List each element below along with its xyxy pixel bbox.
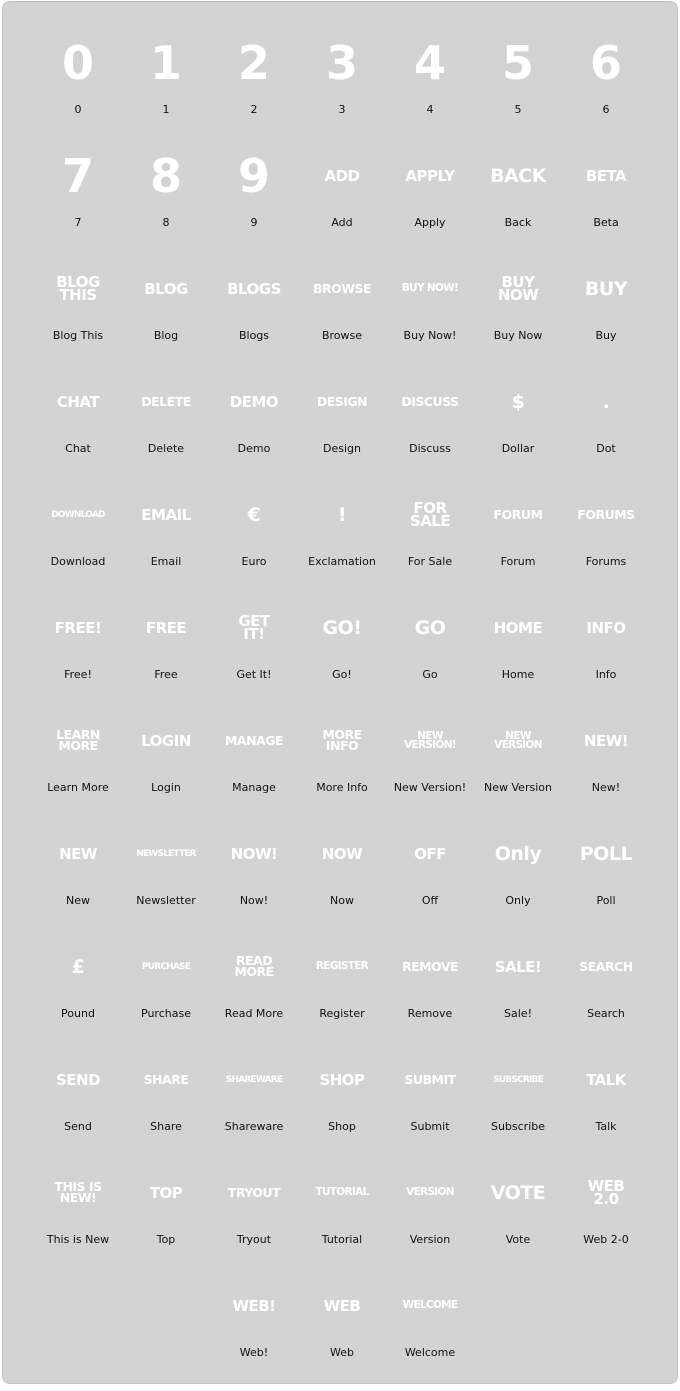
icon-item-shop[interactable]: [298, 1052, 386, 1165]
send-icon: SEND: [55, 1070, 101, 1089]
4-icon: 4: [413, 36, 446, 90]
icon-item-info[interactable]: [562, 600, 650, 713]
icon-caption: Get It!: [236, 668, 272, 681]
icon-item-remove[interactable]: [386, 939, 474, 1052]
9-icon: 9: [237, 149, 270, 203]
icon-item-only[interactable]: [474, 826, 562, 939]
talk-icon: TALK: [586, 1070, 626, 1089]
icon-caption: Buy Now: [493, 329, 543, 342]
icon-item-pound[interactable]: [34, 939, 122, 1052]
icon-item-0[interactable]: [34, 35, 122, 148]
poll-icon: POLL: [579, 842, 633, 865]
register-icon: REGISTER: [315, 960, 369, 973]
icon-item-more-info[interactable]: [298, 713, 386, 826]
icon-item-read-more[interactable]: [210, 939, 298, 1052]
icon-caption: Subscribe: [490, 1120, 546, 1133]
icon-item-exclamation[interactable]: [298, 487, 386, 600]
icon-item-welcome[interactable]: [386, 1278, 474, 1391]
free-icon: FREE: [145, 618, 187, 637]
go-icon: GO!: [322, 616, 362, 639]
icon-item-buy[interactable]: [562, 261, 650, 374]
buy-now-icon: BUY NOW: [497, 273, 539, 304]
vote-icon: VOTE: [490, 1181, 546, 1204]
icon-caption: Vote: [505, 1233, 531, 1246]
exclamation-icon: !: [337, 503, 347, 526]
icon-item-1[interactable]: [122, 35, 210, 148]
icon-caption: Sale!: [504, 1007, 532, 1020]
browse-icon: BROWSE: [312, 281, 372, 297]
icon-item-6[interactable]: [562, 35, 650, 148]
icon-item-new[interactable]: [34, 826, 122, 939]
icon-caption: Info: [595, 668, 617, 681]
icon-item-email[interactable]: [122, 487, 210, 600]
icon-caption: New Version: [484, 781, 552, 794]
subscribe-icon: SUBSCRIBE: [493, 1074, 543, 1085]
icon-item-new[interactable]: [562, 713, 650, 826]
tutorial-icon: TUTORIAL: [315, 1186, 369, 1199]
icon-caption: Remove: [407, 1007, 453, 1020]
icon-item-blog[interactable]: [122, 261, 210, 374]
icon-item-euro[interactable]: [210, 487, 298, 600]
icon-caption: New!: [591, 781, 621, 794]
icon-caption: Blog This: [52, 329, 104, 342]
chat-icon: CHAT: [56, 392, 100, 411]
icon-item-web[interactable]: [210, 1278, 298, 1391]
icon-caption: Free!: [64, 668, 92, 681]
new-version-icon: NEW VERSION!: [404, 730, 456, 751]
icon-item-new-version[interactable]: [386, 713, 474, 826]
icon-caption: 3: [338, 103, 346, 116]
icon-caption: Learn More: [47, 781, 109, 794]
icon-item-manage[interactable]: [210, 713, 298, 826]
manage-icon: MANAGE: [224, 733, 284, 749]
icon-item-web[interactable]: [298, 1278, 386, 1391]
icon-gallery-panel: [2, 1, 678, 1384]
icon-item-download[interactable]: [34, 487, 122, 600]
forums-icon: FORUMS: [577, 507, 635, 523]
home-icon: HOME: [493, 618, 543, 637]
icon-caption: Blogs: [238, 329, 270, 342]
icon-caption: Welcome: [404, 1346, 456, 1359]
icon-caption: For Sale: [407, 555, 453, 568]
download-icon: DOWNLOAD: [51, 509, 105, 520]
blog-icon: BLOG: [144, 279, 188, 298]
icon-caption: Add: [331, 216, 353, 229]
icon-item-design[interactable]: [298, 374, 386, 487]
icon-item-now[interactable]: [210, 826, 298, 939]
icon-caption: Submit: [410, 1120, 450, 1133]
icon-caption: 6: [602, 103, 610, 116]
only-icon: Only: [494, 842, 542, 865]
icon-item-apply[interactable]: [386, 148, 474, 261]
icon-caption: 9: [250, 216, 258, 229]
icon-item-top[interactable]: [122, 1165, 210, 1278]
icon-caption: Dollar: [501, 442, 535, 455]
empty-cell: [34, 1278, 122, 1391]
read-more-icon: READ MORE: [234, 953, 274, 979]
icon-item-talk[interactable]: [562, 1052, 650, 1165]
icon-caption: 5: [514, 103, 522, 116]
icon-caption: Delete: [147, 442, 185, 455]
icon-caption: Web: [330, 1346, 354, 1359]
icon-caption: Poll: [596, 894, 616, 907]
icon-item-get-it[interactable]: [210, 600, 298, 713]
icon-caption: 2: [250, 103, 258, 116]
icon-caption: Apply: [414, 216, 446, 229]
icon-caption: Discuss: [409, 442, 451, 455]
icon-item-go[interactable]: [386, 600, 474, 713]
icon-caption: More Info: [316, 781, 368, 794]
info-icon: INFO: [586, 618, 626, 637]
blog-this-icon: BLOG THIS: [56, 273, 100, 304]
icon-caption: Manage: [232, 781, 276, 794]
icon-caption: Design: [323, 442, 361, 455]
icon-caption: Version: [409, 1233, 451, 1246]
icon-caption: Newsletter: [136, 894, 196, 907]
icon-item-purchase[interactable]: [122, 939, 210, 1052]
icon-item-delete[interactable]: [122, 374, 210, 487]
dot-icon: .: [602, 390, 610, 413]
icon-caption: New: [66, 894, 90, 907]
icon-caption: Go!: [332, 668, 352, 681]
icon-caption: Euro: [241, 555, 267, 568]
icon-item-new-version[interactable]: [474, 713, 562, 826]
icon-item-demo[interactable]: [210, 374, 298, 487]
share-icon: SHARE: [143, 1072, 189, 1088]
icon-item-forums[interactable]: [562, 487, 650, 600]
icon-caption: Web 2-0: [583, 1233, 629, 1246]
icon-caption: Browse: [321, 329, 363, 342]
learn-more-icon: LEARN MORE: [56, 727, 100, 753]
5-icon: 5: [501, 36, 534, 90]
icon-item-2[interactable]: [210, 35, 298, 148]
icon-item-tutorial[interactable]: [298, 1165, 386, 1278]
icon-item-7[interactable]: [34, 148, 122, 261]
2-icon: 2: [237, 36, 270, 90]
icon-caption: Pound: [61, 1007, 95, 1020]
add-icon: ADD: [324, 166, 360, 185]
icon-item-blogs[interactable]: [210, 261, 298, 374]
empty-cell: [122, 1278, 210, 1391]
icon-item-for-sale[interactable]: [386, 487, 474, 600]
buy-now-icon: BUY NOW!: [401, 282, 459, 295]
new-icon: NEW!: [583, 731, 629, 750]
beta-icon: BETA: [585, 166, 627, 185]
submit-icon: SUBMIT: [404, 1072, 456, 1088]
icon-item-add[interactable]: [298, 148, 386, 261]
icon-item-chat[interactable]: [34, 374, 122, 487]
icon-caption: Forums: [585, 555, 627, 568]
icon-caption: Login: [151, 781, 181, 794]
icon-caption: Web!: [239, 1346, 269, 1359]
free-icon: FREE!: [54, 618, 102, 637]
icon-item-now[interactable]: [298, 826, 386, 939]
icon-caption: Free: [154, 668, 178, 681]
icon-caption: Register: [319, 1007, 365, 1020]
icon-caption: Shareware: [224, 1120, 284, 1133]
icon-caption: Shop: [328, 1120, 356, 1133]
icon-caption: Now: [330, 894, 354, 907]
remove-icon: REMOVE: [401, 959, 459, 975]
1-icon: 1: [149, 36, 182, 90]
icon-item-8[interactable]: [122, 148, 210, 261]
icon-caption: Dot: [596, 442, 616, 455]
icon-item-send[interactable]: [34, 1052, 122, 1165]
icon-caption: Share: [150, 1120, 182, 1133]
icon-item-off[interactable]: [386, 826, 474, 939]
icon-item-blog-this[interactable]: [34, 261, 122, 374]
icon-item-tryout[interactable]: [210, 1165, 298, 1278]
6-icon: 6: [589, 36, 622, 90]
icon-grid: [34, 35, 650, 1391]
icon-caption: 1: [162, 103, 170, 116]
icon-item-login[interactable]: [122, 713, 210, 826]
icon-item-discuss[interactable]: [386, 374, 474, 487]
web-icon: WEB: [323, 1296, 361, 1315]
new-version-icon: NEW VERSION: [494, 730, 542, 751]
new-icon: NEW: [59, 844, 97, 863]
icon-item-subscribe[interactable]: [474, 1052, 562, 1165]
icon-caption: Chat: [65, 442, 91, 455]
icon-item-beta[interactable]: [562, 148, 650, 261]
icon-caption: Off: [421, 894, 439, 907]
go-icon: GO: [414, 616, 446, 639]
icon-caption: Talk: [595, 1120, 617, 1133]
icon-item-dot[interactable]: [562, 374, 650, 487]
icon-caption: Only: [505, 894, 531, 907]
login-icon: LOGIN: [141, 731, 191, 750]
icon-caption: This is New: [46, 1233, 110, 1246]
buy-icon: BUY: [584, 277, 628, 300]
icon-item-9[interactable]: [210, 148, 298, 261]
icon-caption: 4: [426, 103, 434, 116]
icon-item-back[interactable]: [474, 148, 562, 261]
icon-caption: Home: [501, 668, 535, 681]
purchase-icon: PURCHASE: [141, 961, 191, 972]
icon-item-free[interactable]: [122, 600, 210, 713]
icon-caption: Forum: [500, 555, 536, 568]
icon-caption: Back: [504, 216, 532, 229]
icon-caption: Top: [156, 1233, 176, 1246]
forum-icon: FORUM: [493, 507, 543, 523]
icon-caption: Download: [50, 555, 106, 568]
icon-item-shareware[interactable]: [210, 1052, 298, 1165]
off-icon: OFF: [414, 844, 446, 863]
icon-caption: Tutorial: [321, 1233, 363, 1246]
icon-caption: Buy: [595, 329, 617, 342]
design-icon: DESIGN: [316, 394, 368, 410]
icon-item-4[interactable]: [386, 35, 474, 148]
sale-icon: SALE!: [494, 957, 542, 976]
delete-icon: DELETE: [141, 394, 191, 410]
apply-icon: APPLY: [405, 166, 455, 185]
icon-item-5[interactable]: [474, 35, 562, 148]
icon-caption: Email: [150, 555, 182, 568]
icon-caption: Read More: [224, 1007, 284, 1020]
euro-icon: €: [247, 503, 261, 526]
icon-caption: New Version!: [393, 781, 467, 794]
email-icon: EMAIL: [141, 505, 191, 524]
icon-caption: Search: [587, 1007, 625, 1020]
version-icon: VERSION: [406, 1186, 454, 1199]
welcome-icon: WELCOME: [402, 1299, 458, 1312]
icon-item-buy-now[interactable]: [474, 261, 562, 374]
more-info-icon: MORE INFO: [322, 727, 362, 753]
this-is-new-icon: THIS IS NEW!: [54, 1179, 102, 1205]
icon-item-newsletter[interactable]: [122, 826, 210, 939]
pound-icon: £: [71, 955, 85, 978]
newsletter-icon: NEWSLETTER: [136, 848, 196, 859]
icon-item-3[interactable]: [298, 35, 386, 148]
icon-caption: 0: [74, 103, 82, 116]
icon-item-home[interactable]: [474, 600, 562, 713]
top-icon: TOP: [149, 1183, 183, 1202]
icon-item-this-is-new[interactable]: [34, 1165, 122, 1278]
dollar-icon: $: [511, 390, 525, 413]
icon-item-vote[interactable]: [474, 1165, 562, 1278]
icon-caption: Purchase: [141, 1007, 191, 1020]
shareware-icon: SHAREWARE: [225, 1074, 283, 1085]
icon-caption: Tryout: [236, 1233, 272, 1246]
discuss-icon: DISCUSS: [401, 394, 459, 410]
icon-item-register[interactable]: [298, 939, 386, 1052]
icon-caption: Beta: [593, 216, 619, 229]
icon-caption: Go: [422, 668, 438, 681]
web-icon: WEB!: [232, 1296, 276, 1315]
icon-item-search[interactable]: [562, 939, 650, 1052]
demo-icon: DEMO: [229, 392, 279, 411]
icon-item-go[interactable]: [298, 600, 386, 713]
icon-item-version[interactable]: [386, 1165, 474, 1278]
0-icon: 0: [61, 36, 94, 90]
tryout-icon: TRYOUT: [227, 1185, 281, 1201]
icon-caption: Blog: [153, 329, 179, 342]
icon-item-browse[interactable]: [298, 261, 386, 374]
icon-item-web-2-0[interactable]: [562, 1165, 650, 1278]
icon-item-dollar[interactable]: [474, 374, 562, 487]
icon-item-poll[interactable]: [562, 826, 650, 939]
icon-item-buy-now[interactable]: [386, 261, 474, 374]
icon-item-share[interactable]: [122, 1052, 210, 1165]
back-icon: BACK: [490, 164, 546, 187]
now-icon: NOW: [321, 844, 363, 863]
icon-caption: Send: [64, 1120, 92, 1133]
blogs-icon: BLOGS: [227, 279, 281, 298]
get-it-icon: GET IT!: [238, 612, 270, 643]
icon-caption: Exclamation: [308, 555, 376, 568]
icon-item-forum[interactable]: [474, 487, 562, 600]
icon-caption: Buy Now!: [403, 329, 457, 342]
web-2-0-icon: WEB 2.0: [587, 1177, 625, 1208]
3-icon: 3: [325, 36, 358, 90]
7-icon: 7: [61, 149, 94, 203]
for-sale-icon: FOR SALE: [409, 499, 451, 530]
icon-item-submit[interactable]: [386, 1052, 474, 1165]
icon-caption: Demo: [237, 442, 271, 455]
search-icon: SEARCH: [579, 959, 633, 975]
icon-item-sale[interactable]: [474, 939, 562, 1052]
8-icon: 8: [149, 149, 182, 203]
icon-caption: Now!: [239, 894, 269, 907]
icon-item-free[interactable]: [34, 600, 122, 713]
icon-item-learn-more[interactable]: [34, 713, 122, 826]
icon-caption: 8: [162, 216, 170, 229]
shop-icon: SHOP: [319, 1070, 365, 1089]
icon-caption: 7: [74, 216, 82, 229]
now-icon: NOW!: [230, 844, 278, 863]
